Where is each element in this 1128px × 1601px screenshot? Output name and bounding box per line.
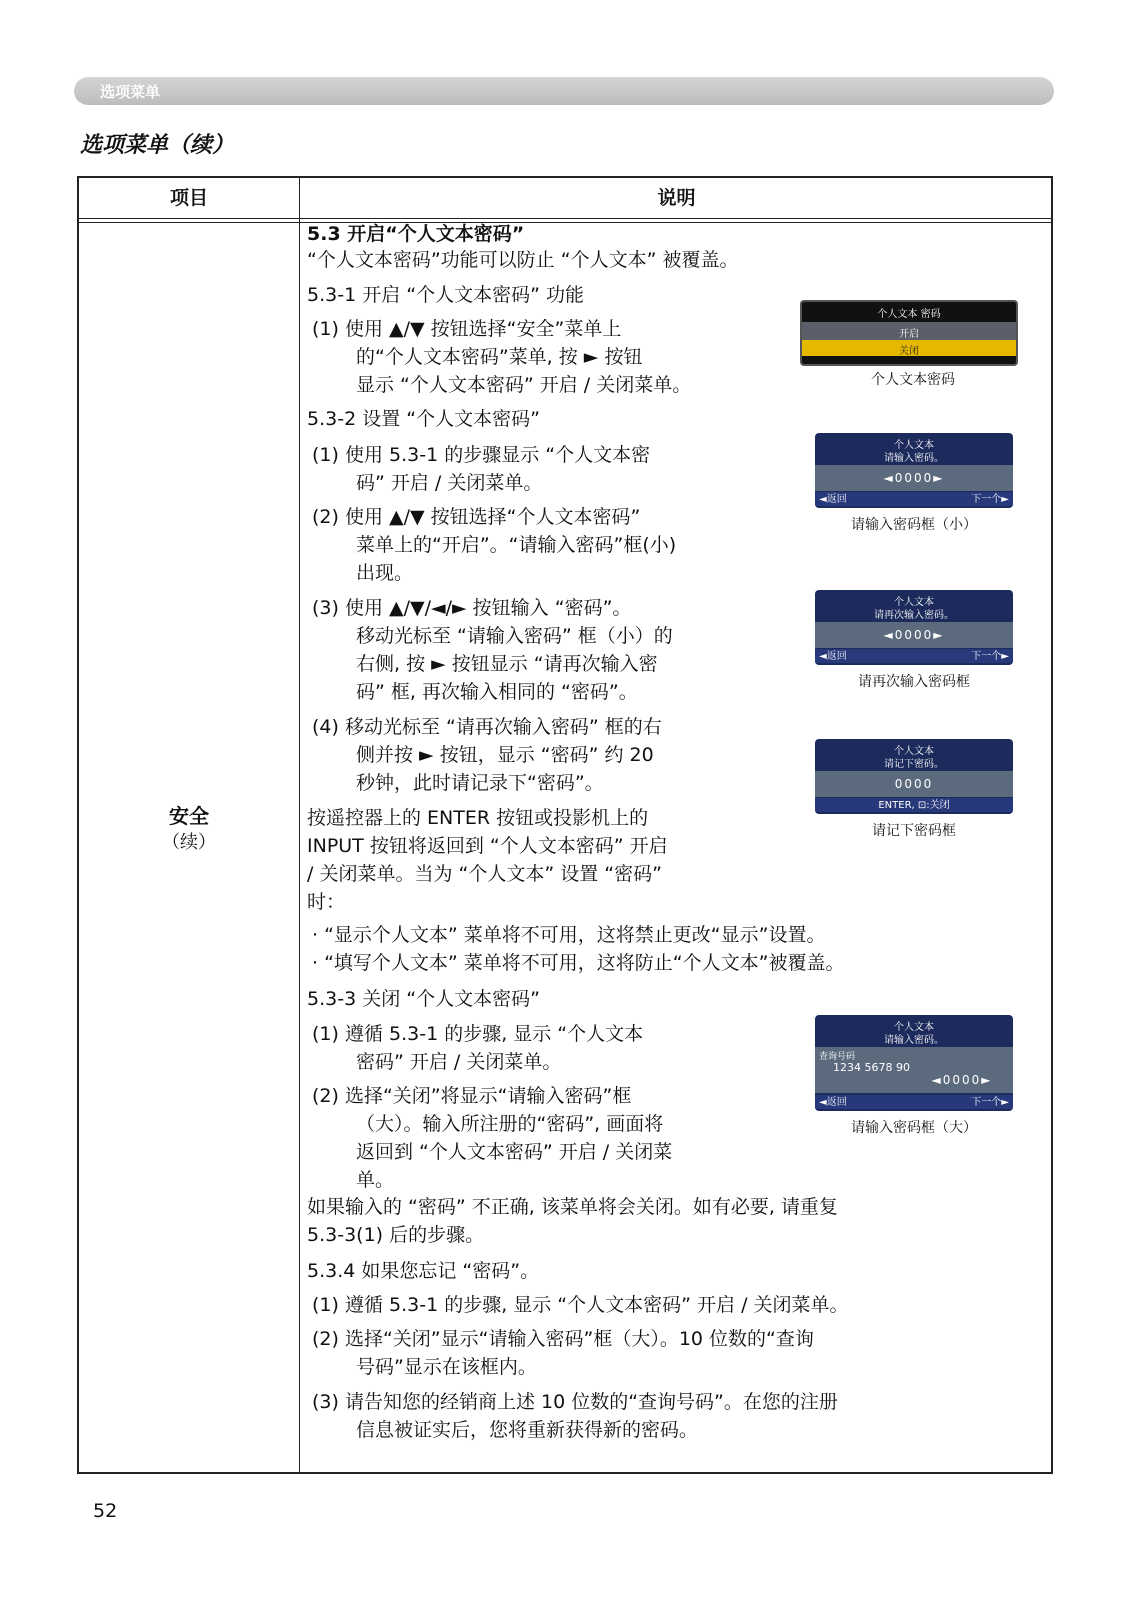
item-security: 安全 xyxy=(169,804,209,828)
screen-enter-password-large xyxy=(815,1015,1013,1111)
screen-note-password xyxy=(815,739,1013,814)
item-security-sub: （续） xyxy=(162,832,216,853)
screen5-query-number: 1234 5678 90 xyxy=(833,1061,910,1074)
line-4: 的“个人文本密码”菜单, 按 ► 按钮 xyxy=(356,346,643,368)
section-label: 选项菜单 xyxy=(100,83,161,101)
line-31: 单。 xyxy=(356,1169,395,1191)
screen2-t2: 请输入密码。 xyxy=(884,453,944,464)
screen5-next: 下一个► xyxy=(971,1097,1009,1108)
caption-screen1: 个人文本密码 xyxy=(871,372,955,388)
col-header-item: 项目 xyxy=(169,187,208,209)
header-divider xyxy=(79,218,1051,219)
line-24: · “填写个人文本” 菜单将不可用，这将防止“个人文本”被覆盖。 xyxy=(312,952,845,974)
screen4-t1: 个人文本 xyxy=(894,746,934,757)
line-16: (4) 移动光标至 “请再次输入密码” 框的右 xyxy=(312,716,662,738)
screen-reenter-password xyxy=(815,590,1013,665)
line-25: 5.3-3 关闭 “个人文本密码” xyxy=(307,988,540,1010)
line-36: (2) 选择“关闭”显示“请输入密码”框（大）。10 位数的“查询 xyxy=(312,1328,814,1350)
screen3-digits: ◄0000► xyxy=(883,628,945,642)
screen-enter-password-small xyxy=(815,433,1013,508)
line-17: 侧并按 ► 按钮，显示 “密码” 约 20 xyxy=(356,744,654,766)
line-23: · “显示个人文本” 菜单将不可用，这将禁止更改“显示”设置。 xyxy=(312,924,826,946)
screen1-on: 开启 xyxy=(899,329,919,340)
caption-screen3: 请再次输入密码框 xyxy=(858,674,970,690)
line-35: (1) 遵循 5.3-1 的步骤, 显示 “个人文本密码” 开启 / 关闭菜单。 xyxy=(312,1294,849,1316)
screen3-t2: 请再次输入密码。 xyxy=(874,610,954,621)
screen3-back: ◄返回 xyxy=(819,651,847,662)
screen1-title: 个人文本 密码 xyxy=(877,309,941,320)
screen2-t1: 个人文本 xyxy=(894,440,934,451)
line-13: 移动光标至 “请输入密码” 框（小）的 xyxy=(356,625,673,647)
header-divider-2 xyxy=(79,222,1051,223)
screen3-t1: 个人文本 xyxy=(894,597,934,608)
line-33: 5.3-3(1) 后的步骤。 xyxy=(307,1224,485,1246)
screen5-t2: 请输入密码。 xyxy=(884,1035,944,1046)
screen5-t1: 个人文本 xyxy=(894,1022,934,1033)
screen5-back: ◄返回 xyxy=(819,1097,847,1108)
line-39: 信息被证实后，您将重新获得新的密码。 xyxy=(356,1419,699,1441)
line-21: / 关闭菜单。当为 “个人文本” 设置 “密码” xyxy=(307,863,662,885)
line-37: 号码”显示在该框内。 xyxy=(356,1356,537,1378)
line-26: (1) 遵循 5.3-1 的步骤, 显示 “个人文本 xyxy=(312,1023,644,1045)
screen4-digits: 0000 xyxy=(894,777,934,791)
caption-screen4: 请记下密码框 xyxy=(872,823,956,839)
line-30: 返回到 “个人文本密码” 开启 / 关闭菜 xyxy=(356,1141,673,1163)
column-divider xyxy=(299,178,300,1472)
line-1: “个人文本密码”功能可以防止 “个人文本” 被覆盖。 xyxy=(307,249,739,271)
line-7: (1) 使用 5.3-1 的步骤显示 “个人文本密 xyxy=(312,444,651,466)
line-29: （大）。输入所注册的“密码”, 画面将 xyxy=(356,1113,664,1135)
line-38: (3) 请告知您的经销商上述 10 位数的“查询号码”。在您的注册 xyxy=(312,1391,838,1413)
line-11: 出现。 xyxy=(356,562,414,584)
line-2: 5.3-1 开启 “个人文本密码” 功能 xyxy=(307,284,584,306)
line-3: (1) 使用 ▲/▼ 按钮选择“安全”菜单上 xyxy=(312,318,622,340)
line-20: INPUT 按钮将返回到 “个人文本密码” 开启 xyxy=(307,835,668,857)
screen2-back: ◄返回 xyxy=(819,494,847,505)
screen4-t2: 请记下密码。 xyxy=(884,759,944,770)
screen4-foot: ENTER, ⊡:关闭 xyxy=(878,800,950,811)
screen5-digits: ◄0000► xyxy=(931,1073,993,1087)
line-19: 按遥控器上的 ENTER 按钮或投影机上的 xyxy=(307,807,649,829)
screen1-off: 关闭 xyxy=(899,346,919,357)
line-18: 秒钟，此时请记录下“密码”。 xyxy=(356,772,604,794)
line-28: (2) 选择“关闭”将显示“请输入密码”框 xyxy=(312,1085,632,1107)
line-32: 如果输入的 “密码” 不正确, 该菜单将会关闭。如有必要, 请重复 xyxy=(307,1196,838,1218)
line-12: (3) 使用 ▲/▼/◄/► 按钮输入 “密码”。 xyxy=(312,597,632,619)
page-title: 选项菜单（续） xyxy=(80,133,235,158)
screen5-query-label: 查询号码 xyxy=(819,1052,856,1062)
section-header-bar xyxy=(74,77,1054,105)
line-34: 5.3.4 如果您忘记 “密码”。 xyxy=(307,1260,540,1282)
line-8: 码” 开启 / 关闭菜单。 xyxy=(356,472,543,494)
screen2-digits: ◄0000► xyxy=(883,471,945,485)
page-number: 52 xyxy=(93,1500,118,1522)
caption-screen2: 请输入密码框（小） xyxy=(851,517,977,533)
line-6: 5.3-2 设置 “个人文本密码” xyxy=(307,408,540,430)
col-header-desc: 说明 xyxy=(657,187,696,209)
line-27: 密码” 开启 / 关闭菜单。 xyxy=(356,1051,562,1073)
line-22: 时： xyxy=(307,891,346,913)
screen-password-onoff xyxy=(800,300,1018,366)
line-9: (2) 使用 ▲/▼ 按钮选择“个人文本密码” xyxy=(312,506,641,528)
line-0: 5.3 开启“个人文本密码” xyxy=(307,223,525,245)
line-10: 菜单上的“开启”。“请输入密码”框(小) xyxy=(356,534,677,556)
line-5: 显示 “个人文本密码” 开启 / 关闭菜单。 xyxy=(356,374,692,396)
caption-screen5: 请输入密码框（大） xyxy=(851,1120,977,1136)
screen2-next: 下一个► xyxy=(971,494,1009,505)
screen3-next: 下一个► xyxy=(971,651,1009,662)
line-15: 码” 框, 再次输入相同的 “密码”。 xyxy=(356,681,638,703)
line-14: 右侧, 按 ► 按钮显示 “请再次输入密 xyxy=(356,653,658,675)
